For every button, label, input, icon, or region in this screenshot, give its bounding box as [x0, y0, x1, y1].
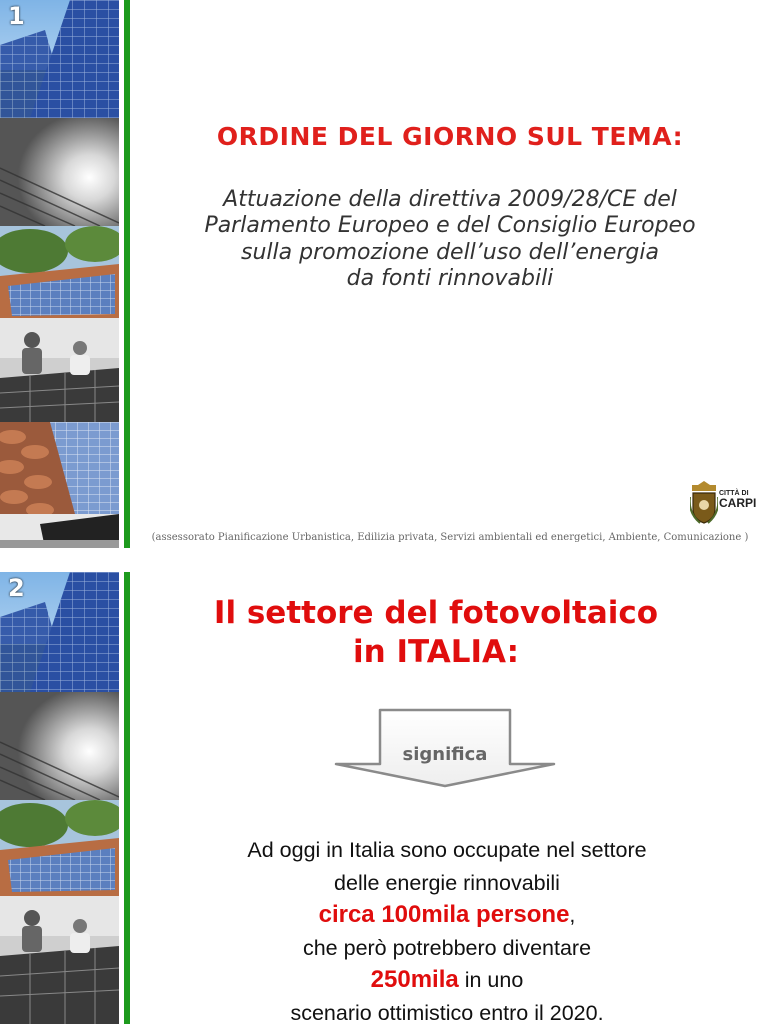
coat-of-arms-icon [690, 479, 718, 525]
photo-strip [0, 0, 119, 548]
body-text: in uno [458, 968, 524, 992]
slide-body [132, 834, 762, 1024]
slide-footer: (assessorato Pianificazione Urbanistica, Edilizia privata, Servizi ambientali ed energetici, Ambiente, Comunicazione ) [151, 532, 749, 543]
slide-number: 1 [8, 2, 25, 30]
highlight-250mila: 250mila [370, 966, 459, 993]
logo-text [719, 490, 756, 509]
arrow-label: significa [402, 744, 488, 765]
slide-title [132, 594, 740, 672]
tiles-and-panels-photo [0, 422, 119, 514]
body-line-highlight [132, 964, 762, 997]
body-text: , [569, 903, 576, 927]
field-panels-photo [0, 514, 119, 548]
subtitle-line: Parlamento Europeo e del Consiglio Europeo [204, 213, 696, 239]
slide-separator [0, 548, 768, 572]
photo-strip [0, 572, 119, 1024]
body-line: che però potrebbero diventare [302, 935, 592, 960]
slide-subtitle [132, 187, 768, 293]
body-line: Ad oggi in Italia sono occupate nel settore [247, 838, 647, 862]
slide-number: 2 [8, 574, 25, 602]
logo-line-small: CITTÀ DI [719, 490, 749, 497]
workers-installing-photo [0, 318, 119, 422]
rooftop-panels-photo [0, 226, 119, 318]
subtitle-line: Attuazione della direttiva 2009/28/CE del [223, 187, 677, 212]
body-line: delle energie rinnovabili [334, 870, 560, 895]
rooftop-panels-photo [0, 800, 119, 896]
logo-line-big: CARPI [719, 496, 757, 510]
slide-2 [0, 572, 768, 1024]
body-line: scenario ottimistico entro il 2020. [290, 1000, 604, 1024]
highlight-persone: circa 100mila persone [318, 901, 570, 928]
sun-glare-photo [0, 692, 119, 800]
title-line: Il settore del fotovoltaico [213, 595, 659, 631]
body-line-highlight [132, 899, 762, 932]
green-divider [124, 0, 130, 548]
subtitle-line: sulla promozione dell’uso dell’energia [241, 239, 659, 265]
slide-title: ORDINE DEL GIORNO SUL TEMA: [216, 122, 684, 151]
citta-di-carpi-logo [690, 477, 762, 527]
workers-installing-photo [0, 896, 119, 1024]
title-line: in ITALIA: [352, 633, 519, 670]
sun-glare-photo [0, 118, 119, 226]
subtitle-line: da fonti rinnovabili [346, 266, 554, 292]
green-divider [124, 572, 130, 1024]
